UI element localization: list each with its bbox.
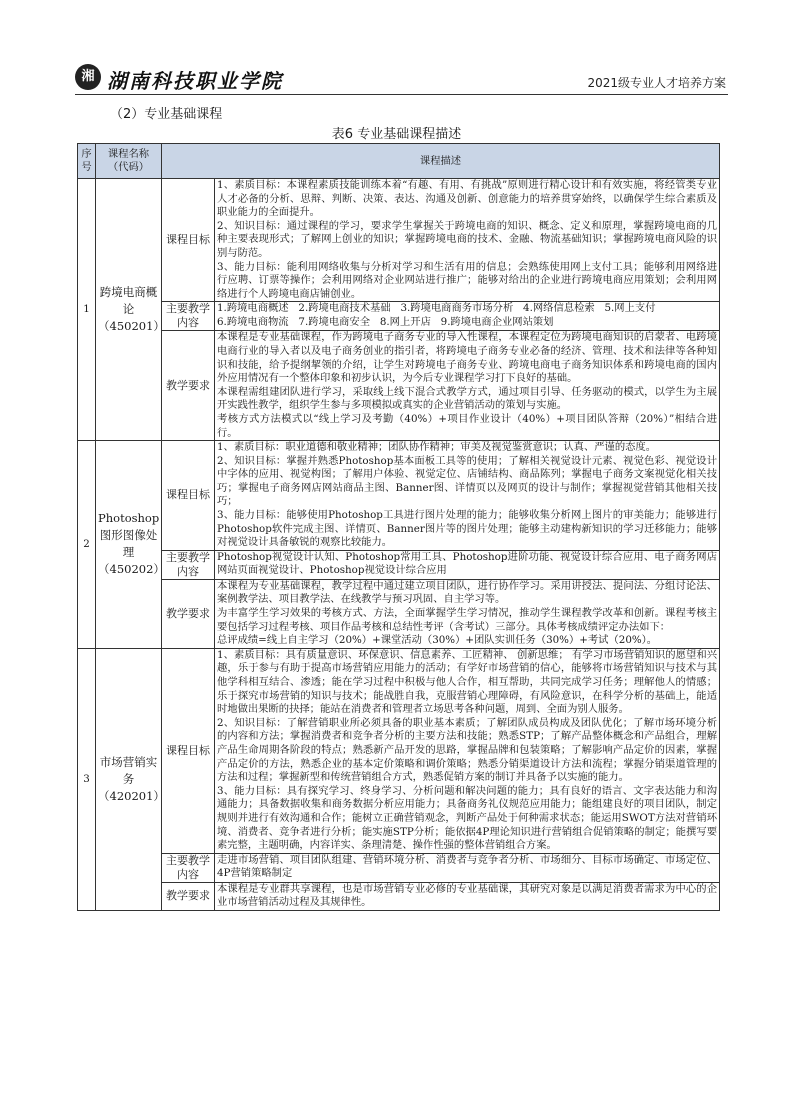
table-header-row: [78, 144, 720, 179]
requirement-text: 本课程是专业基础课程，作为跨境电子商务专业的导入性课程，本课程定位为跨境电商知识的启蒙者、电跨境电商行业的导入者以及电子商务创业的指引者，将跨境电子商务专业必备的经济、管理、技术和法律等各种知识和技能，给予提纲挈领的介绍，让学生对跨境电子商务专业、跨境电商电子商务知识体系和跨境电商的国内外应用情况有一个整体印象和初步认识，为今后专业课程学习打下良好的基础。: [217, 331, 717, 385]
school-logo-icon: 湘: [75, 64, 101, 90]
header-name: 课程名称（代码）: [96, 144, 162, 179]
page-header: [75, 64, 728, 95]
objectives-cell: [215, 179, 720, 302]
course-code: （450201）: [98, 319, 165, 334]
requirement-text: 为丰富学生学习效果的考核方式、方法，全面掌握学生学习情况，推动学生课程教学改革和创新。课程考核主要包括学习过程考核、项目作品考核和总结性考评（含考试）三部分。具体考核成绩评定办法如下：: [217, 607, 717, 633]
content-label: 主要教学内容: [162, 853, 215, 882]
content-cell: [215, 853, 720, 882]
requirement-text: 总评成绩=线上自主学习（20%）+课堂活动（30%）+团队实训任务（30%）+考试（20%）。: [217, 634, 658, 647]
content-label: 主要教学内容: [162, 550, 215, 579]
objective-text: 1、素质目标：职业道德和敬业精神；团队协作精神；审美及视觉鉴赏意识；认真、严谨的态度。: [217, 441, 657, 454]
table-title: 表6 专业基础课程描述: [331, 127, 462, 142]
objective-text: 1、素质目标：具有质量意识、环保意识、信息素养、工匠精神、 创新思维； 有学习市场营销知识的愿望和兴趣，乐于参与有助于提高市场营销应用能力的活动；有学好市场营销的信心，能够将市场营销知识与技术与其他学科相互结合、渗透；能在学习过程中积极与他人合作，相互帮助，共同完成学习任务；理解他人的情感；乐于探究市场营销的知识与技术；能战胜自我，克服营销心理障碍，有风险意识，在科学分析的基础上，能适时地做出果断的抉择；能站在消费者和管理者立场思考各种问题，周到、全面为别人服务。: [217, 648, 717, 716]
requirements-label: 教学要求: [162, 882, 215, 910]
objective-text: 3、能力目标：能够使用Photoshop工具进行图片处理的能力；能够收集分析网上图片的审美能力；能够进行Photoshop软件完成主图、详情页、Banner图片等的图片处理；能够主动建构新知识的学习迁移能力；能够对视觉设计具备敏锐的观察比较能力。: [217, 509, 717, 549]
requirements-cell: [215, 579, 720, 648]
objectives-label: 课程目标: [162, 648, 215, 853]
objective-text: 3、能力目标：能利用网络收集与分析对学习和生活有用的信息；会熟练使用网上支付工具；能够利用网络进行应聘、订票等操作；会利用网络对企业网站进行推广；能够对给出的企业进行跨境电商应用策划；会利用网络进行个人跨境电商店铺创业。: [217, 260, 717, 300]
objectives-label: 课程目标: [162, 441, 215, 551]
table-row: [78, 179, 720, 302]
table-row: [78, 302, 720, 331]
course-name-cell: [96, 441, 165, 649]
plan-title: 2021级专业人才培养方案: [587, 76, 726, 90]
course-table: [77, 143, 720, 911]
requirement-text: 本课程需组建团队进行学习，采取线上线下混合式教学方式，通过项目引导、任务驱动的模式，以学生为主展开实践性教学，组织学生参与多项模拟或真实的企业营销活动的策划与实施。: [217, 385, 717, 412]
row-number: 1: [78, 179, 96, 441]
header-desc: 课程描述: [162, 144, 720, 179]
content-text: 走进市场营销、项目团队组建、营销环境分析、消费者与竞争者分析、市场细分、目标市场确定、市场定位、4P营销策略制定: [217, 853, 717, 880]
requirement-text: 本课程是专业群共享课程，也是市场营销专业必修的专业基础课，其研究对象是以满足消费者需求为中心的企业市场营销活动过程及其规律性。: [217, 882, 717, 909]
objectives-label: 课程目标: [162, 179, 215, 302]
content-cell: [215, 302, 720, 331]
requirement-text: 考核方式方法模式以“线上学习及考勤（40%）+项目作业设计（40%）+项目团队答辩（20%）”相结合进行。: [217, 412, 717, 439]
course-name: Photoshop图形图像处理: [98, 511, 160, 560]
course-code: （420201）: [98, 788, 165, 803]
table-row: [78, 331, 720, 441]
objective-text: 2、知识目标：掌握并熟悉Photoshop基本面板工具等的使用；了解相关视觉设计元素、视觉色彩、视觉设计中字体的应用、视觉构图；了解用户体验、视觉定位、店铺结构、商品陈列；掌握电子商务文案视觉化相关技巧；掌握电子商务网店网站商品主图、Banner图、详情页以及网页的设计与制作；掌握视觉营销其他相关技巧；: [217, 454, 717, 508]
content-text: 1.跨境电商概述 2.跨境电商技术基础 3.跨境电商商务市场分析 4.网络信息检索 5.网上支付: [217, 302, 656, 315]
table-row: [78, 882, 720, 910]
objective-text: 1、素质目标：本课程素质技能训练本着“有趣、有用、有挑战”原则进行精心设计和有效实施，将经管类专业人才必备的分析、思辩、判断、决策、表达、沟通及创新、创意能力的培养贯穿始终，以确保学生综合素质及职业能力的全面提升。: [217, 179, 717, 219]
course-name-cell: [96, 648, 165, 910]
requirements-label: 教学要求: [162, 331, 215, 441]
content-text: 6.跨境电商物流 7.跨境电商安全 8.网上开店 9.跨境电商企业网站策划: [217, 315, 554, 328]
table-row: [78, 441, 720, 551]
table-row: [78, 550, 720, 579]
course-name-cell: [96, 179, 165, 441]
row-number: 3: [78, 648, 96, 910]
table-row: [78, 579, 720, 648]
objective-text: 2、知识目标：通过课程的学习，要求学生掌握关于跨境电商的知识、概念、定义和原理，掌握跨境电商的几种主要表现形式；了解网上创业的知识；掌握跨境电商的技术、金融、物流基础知识；掌握跨境电商风险的识别与防范。: [217, 219, 717, 259]
objective-text: 2、知识目标：了解营销职业所必须具备的职业基本素质；了解团队成员构成及团队优化；了解市场环境分析的内容和方法；掌握消费者和竞争者分析的主要方法和技能；熟悉STP；了解产品整体概念和产品组合，理解产品生命周期各阶段的特点；熟悉新产品开发的思路，掌握品牌和包装策略；了解影响产品定价的因素，掌握产品定价的方法，熟悉企业的基本定价策略和调价策略；熟悉分销渠道设计方法和流程；掌握分销渠道管理的方法和过程；掌握新型和传统营销组合方式，熟悉促销方案的制订并具备予以实施的能力。: [217, 716, 717, 784]
requirements-label: 教学要求: [162, 579, 215, 648]
objectives-cell: [215, 441, 720, 551]
table-row: [78, 648, 720, 853]
course-name: 跨境电商概论: [99, 285, 158, 317]
row-number: 2: [78, 441, 96, 649]
course-name: 市场营销实务: [99, 754, 158, 786]
course-code: （450202）: [98, 562, 165, 577]
objective-text: 3、能力目标：具有探究学习、终身学习、分析问题和解决问题的能力；具有良好的语言、文字表达能力和沟通能力；具备数据收集和商务数据分析应用能力；具备商务礼仪规范应用能力；能组建良好的项目团队，制定规则并进行有效沟通和合作；能树立正确营销观念，判断产品处于何种需求状态；能运用SWOT方法对营销环境、消费者、竞争者进行分析；能实施STP分析；能依据4P理论知识进行营销组合促销策略的制定；能撰写要素完整，主题明确，内容详实、条理清楚、操作性强的整体营销组合方案。: [217, 784, 717, 852]
content-cell: [215, 550, 720, 579]
requirements-cell: [215, 882, 720, 910]
requirements-cell: [215, 331, 720, 441]
header-no: 序号: [78, 144, 96, 179]
table-row: [78, 853, 720, 882]
objectives-cell: [215, 648, 720, 853]
content-label: 主要教学内容: [162, 302, 215, 331]
section-title: （2）专业基础课程: [110, 107, 223, 122]
school-name: 湖南科技职业学院: [107, 69, 283, 93]
requirement-text: 本课程为专业基础课程，教学过程中通过建立项目团队，进行协作学习。采用讲授法、提问法、分组讨论法、案例教学法、项目教学法、在线教学与预习巩固、自主学习等。: [217, 579, 717, 606]
content-text: Photoshop视觉设计认知、Photoshop常用工具、Photoshop进阶功能、视觉设计综合应用、电子商务网店网站页面视觉设计、Photoshop视觉设计综合应用: [217, 550, 717, 577]
